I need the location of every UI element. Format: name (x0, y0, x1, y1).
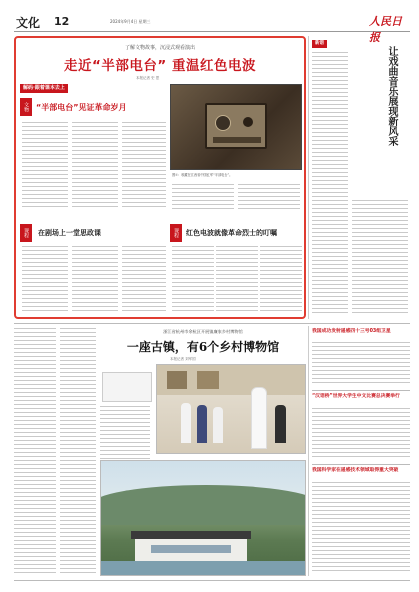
lower-left-text-col1 (14, 328, 56, 578)
lower-column-divider (308, 326, 309, 576)
story-1-text (312, 342, 410, 388)
section1-text-col5 (238, 184, 300, 214)
commentary-text-col2 (352, 200, 408, 318)
radio-dial (215, 115, 231, 131)
commentary-tag-label: 新语 (315, 41, 324, 46)
building-roof (131, 531, 251, 539)
footer-rule (14, 580, 410, 581)
commentary-tag (312, 40, 327, 48)
relic-label: 文物 (20, 98, 32, 116)
section1-text-col4 (172, 184, 234, 214)
course-label-2: 课程 (170, 224, 182, 242)
feature-tag (20, 84, 68, 93)
museum-headline: 一座古镇，有6个乡村博物馆 (126, 340, 280, 354)
mountain-ridge (100, 485, 306, 525)
section-name: 文化 (16, 16, 41, 30)
commentary-title: 让戏曲音乐展现新风采 (386, 46, 397, 146)
person-guide (251, 387, 267, 449)
newspaper-logo: 人民日报 (369, 15, 402, 44)
exhibit-panel-1 (167, 371, 187, 389)
section3-subhead: 红色电波就像革命烈士的叮嘱 (186, 229, 277, 237)
person-child-4 (275, 405, 286, 443)
museum-kicker: 浙江省杭州市余杭区开展镇廉家乡村博物馆 (163, 329, 243, 334)
section1-text-col1 (22, 122, 68, 212)
course-label-1: 课程 (20, 224, 32, 242)
caption-box (102, 372, 152, 402)
story-divider-1 (312, 390, 410, 391)
commentary-text-col1 (312, 52, 348, 318)
story-2-text (312, 408, 410, 460)
building-window (151, 545, 231, 553)
photo-caption: 图①：收藏在江西省中国红军“半部电台”。 (172, 173, 233, 177)
section3-text-col3 (260, 246, 302, 316)
museum-photo (156, 364, 306, 454)
person-child-3 (213, 407, 223, 443)
section1-subhead: “半部电台”见证革命岁月 (36, 103, 127, 112)
section2-text-col1 (22, 246, 68, 316)
story-3-title: 我国科学家在遥感技术领域取得重大突破 (312, 468, 399, 473)
pond (101, 561, 306, 576)
museum-byline: 本报记者 刘军国 (170, 357, 196, 361)
section2-text-col3 (122, 246, 166, 316)
feature-box (14, 36, 306, 319)
section3-text-col2 (216, 246, 258, 316)
feature-byline: 本报记者 史 思 (136, 76, 160, 80)
section1-text-col3 (122, 122, 166, 212)
page-number: 12 (54, 15, 70, 28)
person-child-1 (181, 403, 191, 443)
person-child-2 (197, 405, 207, 443)
column-divider (308, 36, 309, 319)
radio-photo (170, 84, 302, 170)
story-2-title: “汉语桥”世界大学生中文比赛总决赛举行 (312, 394, 400, 399)
lower-left-text-col2 (60, 328, 96, 578)
section2-text-col2 (72, 246, 118, 316)
story-divider-2 (312, 464, 410, 465)
feature-kicker: 了解文物故事，沉浸式观看演出 (124, 45, 195, 51)
section3-text-col1 (172, 246, 214, 316)
museum-text-col1 (100, 406, 150, 462)
section2-subhead: 在剧场上一堂思政课 (38, 229, 101, 237)
lower-divider (14, 323, 410, 324)
issue-date: 2024年9月4日 星期三 (110, 19, 151, 24)
feature-tag-label: 解码·跟着课本去上 (23, 85, 65, 91)
feature-headline: 走近“半部电台” 重温红色电波 (64, 58, 256, 74)
section1-text-col2 (72, 122, 118, 212)
story-1-title: 我国成功发射遥感四十三号03组卫星 (312, 329, 391, 334)
radio-device (205, 103, 267, 149)
radio-knob (243, 117, 253, 127)
landscape-photo (100, 460, 306, 576)
radio-panel (213, 137, 261, 143)
exhibit-panel-2 (197, 371, 219, 389)
story-3-text (312, 482, 410, 576)
